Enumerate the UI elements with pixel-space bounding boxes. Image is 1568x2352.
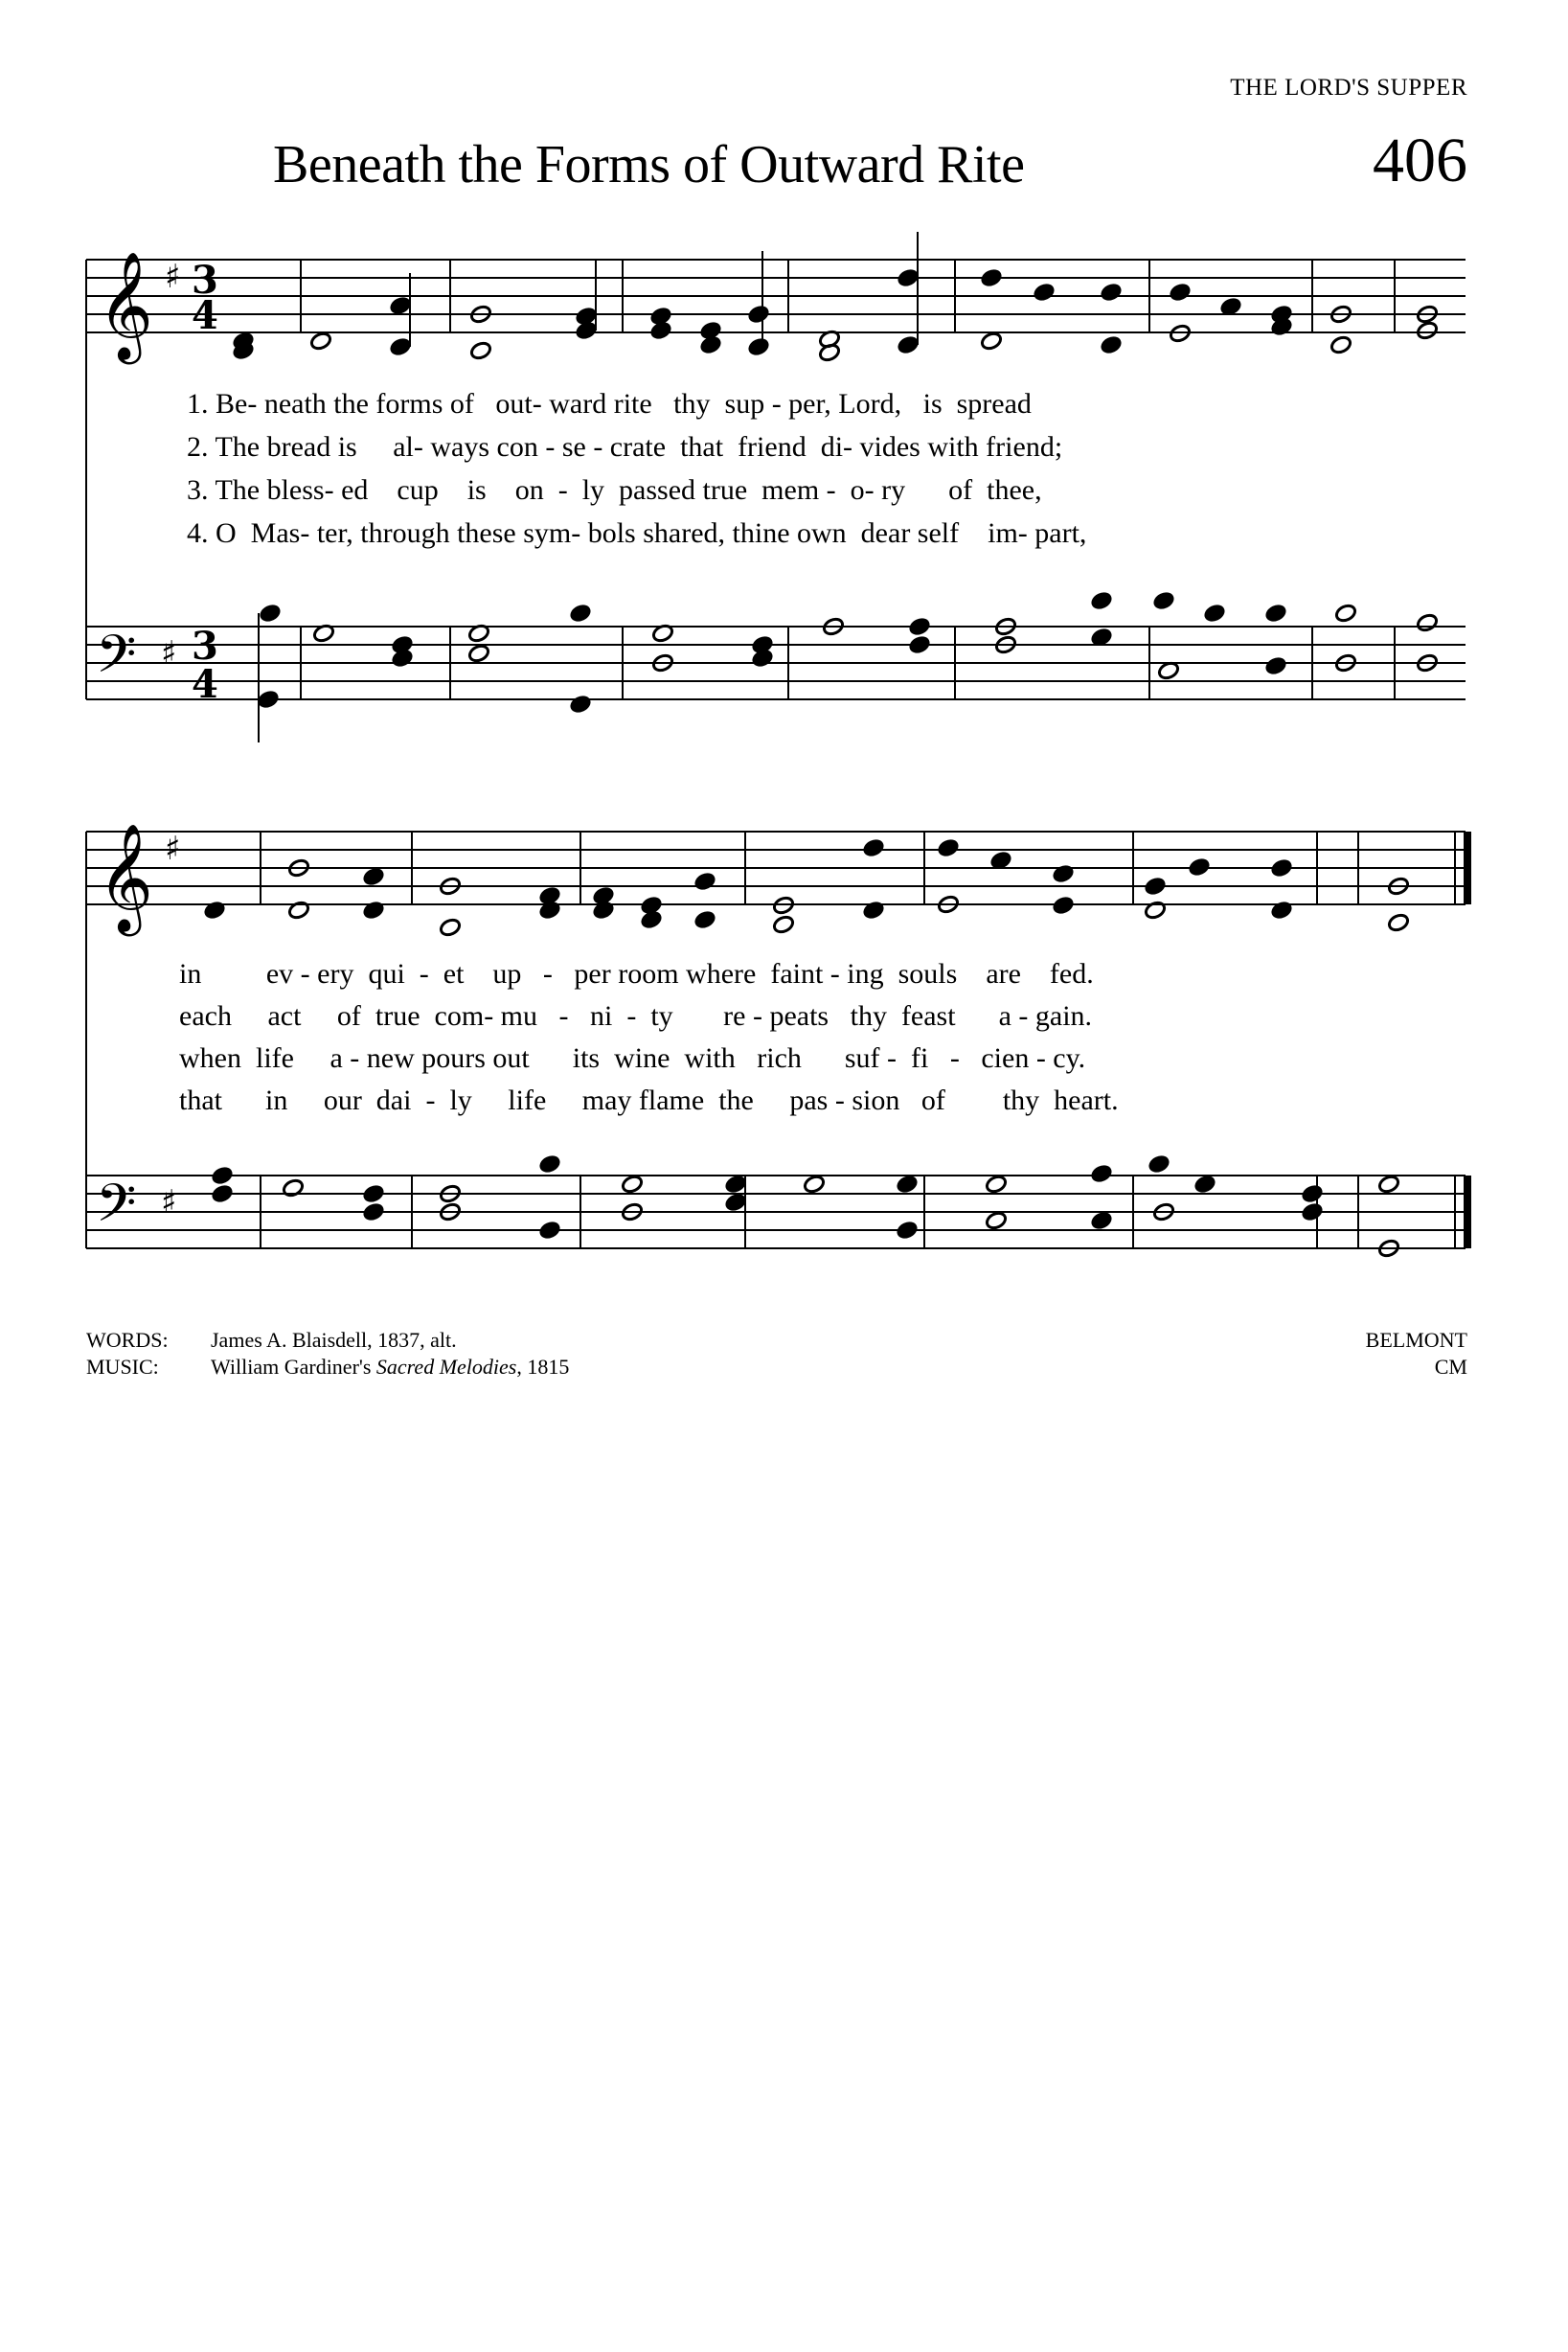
credits: [86, 1327, 569, 1381]
words-credit: [86, 1327, 569, 1354]
system1-bass-notes: [257, 590, 1439, 742]
hymn-number: 406: [1373, 126, 1467, 195]
sharp-icon: ♯: [165, 258, 181, 296]
lyric-verse-1-line-2: in ev - ery qui - et up - per room where faint - ing souls are fed.: [179, 958, 1094, 990]
system1-bass-staff: [86, 627, 1466, 699]
system2-bass-notes: [211, 1153, 1400, 1258]
tune-info: [1366, 1327, 1467, 1381]
time-signature: 4: [192, 662, 218, 707]
bass-clef-icon: 𝄢: [96, 624, 137, 697]
sharp-icon: ♯: [161, 1183, 177, 1222]
system1-treble-notes: [232, 232, 1439, 363]
sharp-icon: ♯: [165, 830, 181, 868]
hymn-title: Beneath the Forms of Outward Rite: [273, 135, 1025, 194]
lyric-verse-4-line-1: 4. O Mas- ter, through these sym- bols shared, thine own dear self im- part,: [187, 517, 1087, 549]
tune-meter: CM: [1434, 1355, 1467, 1379]
words-label: WORDS:: [86, 1328, 169, 1352]
time-signature: 3: [192, 258, 218, 303]
music-text: William Gardiner's: [211, 1355, 376, 1379]
system2-treble-notes: [203, 837, 1410, 937]
lyric-verse-4-line-2: that in our dai - ly life may flame the pas - sion of thy heart.: [179, 1085, 1119, 1116]
lyric-verse-1-line-1: 1. Be- neath the forms of out- ward rite thy sup - per, Lord, is spread: [187, 388, 1032, 420]
lyric-verse-3-line-2: when life a - new pours out its wine with rich suf - fi - cien - cy.: [179, 1042, 1086, 1074]
time-signature: 4: [192, 293, 218, 338]
treble-clef-icon: 𝄞: [98, 251, 153, 360]
system2-barlines: [261, 832, 1358, 1248]
music-source-title: Sacred Melodies: [375, 1355, 517, 1379]
words-text: James A. Blaisdell, 1837, alt.: [211, 1328, 457, 1352]
system2-bass-staff: [86, 1176, 1466, 1248]
lyric-verse-2-line-2: each act of true com- mu - ni - ty re - peats thy feast a - gain.: [179, 1000, 1093, 1032]
system1-treble-staff: [86, 260, 1466, 332]
lyric-verse-2-line-1: 2. The bread is al- ways con - se - crate that friend di- vides with friend;: [187, 431, 1063, 463]
section-label: THE LORD'S SUPPER: [1230, 75, 1467, 101]
lyric-verse-3-line-1: 3. The bless- ed cup is on - ly passed true mem - o- ry of thee,: [187, 474, 1042, 506]
music-text-year: , 1815: [516, 1355, 570, 1379]
music-label: MUSIC:: [86, 1355, 159, 1379]
bass-clef-icon: 𝄢: [96, 1173, 137, 1246]
system2-treble-staff: [86, 832, 1466, 904]
tune-name: BELMONT: [1365, 1328, 1467, 1352]
time-signature: 3: [192, 624, 218, 669]
final-barline: [1455, 832, 1471, 1248]
sharp-icon: ♯: [161, 634, 177, 673]
treble-clef-icon: 𝄞: [98, 823, 153, 932]
music-credit: [86, 1354, 569, 1381]
